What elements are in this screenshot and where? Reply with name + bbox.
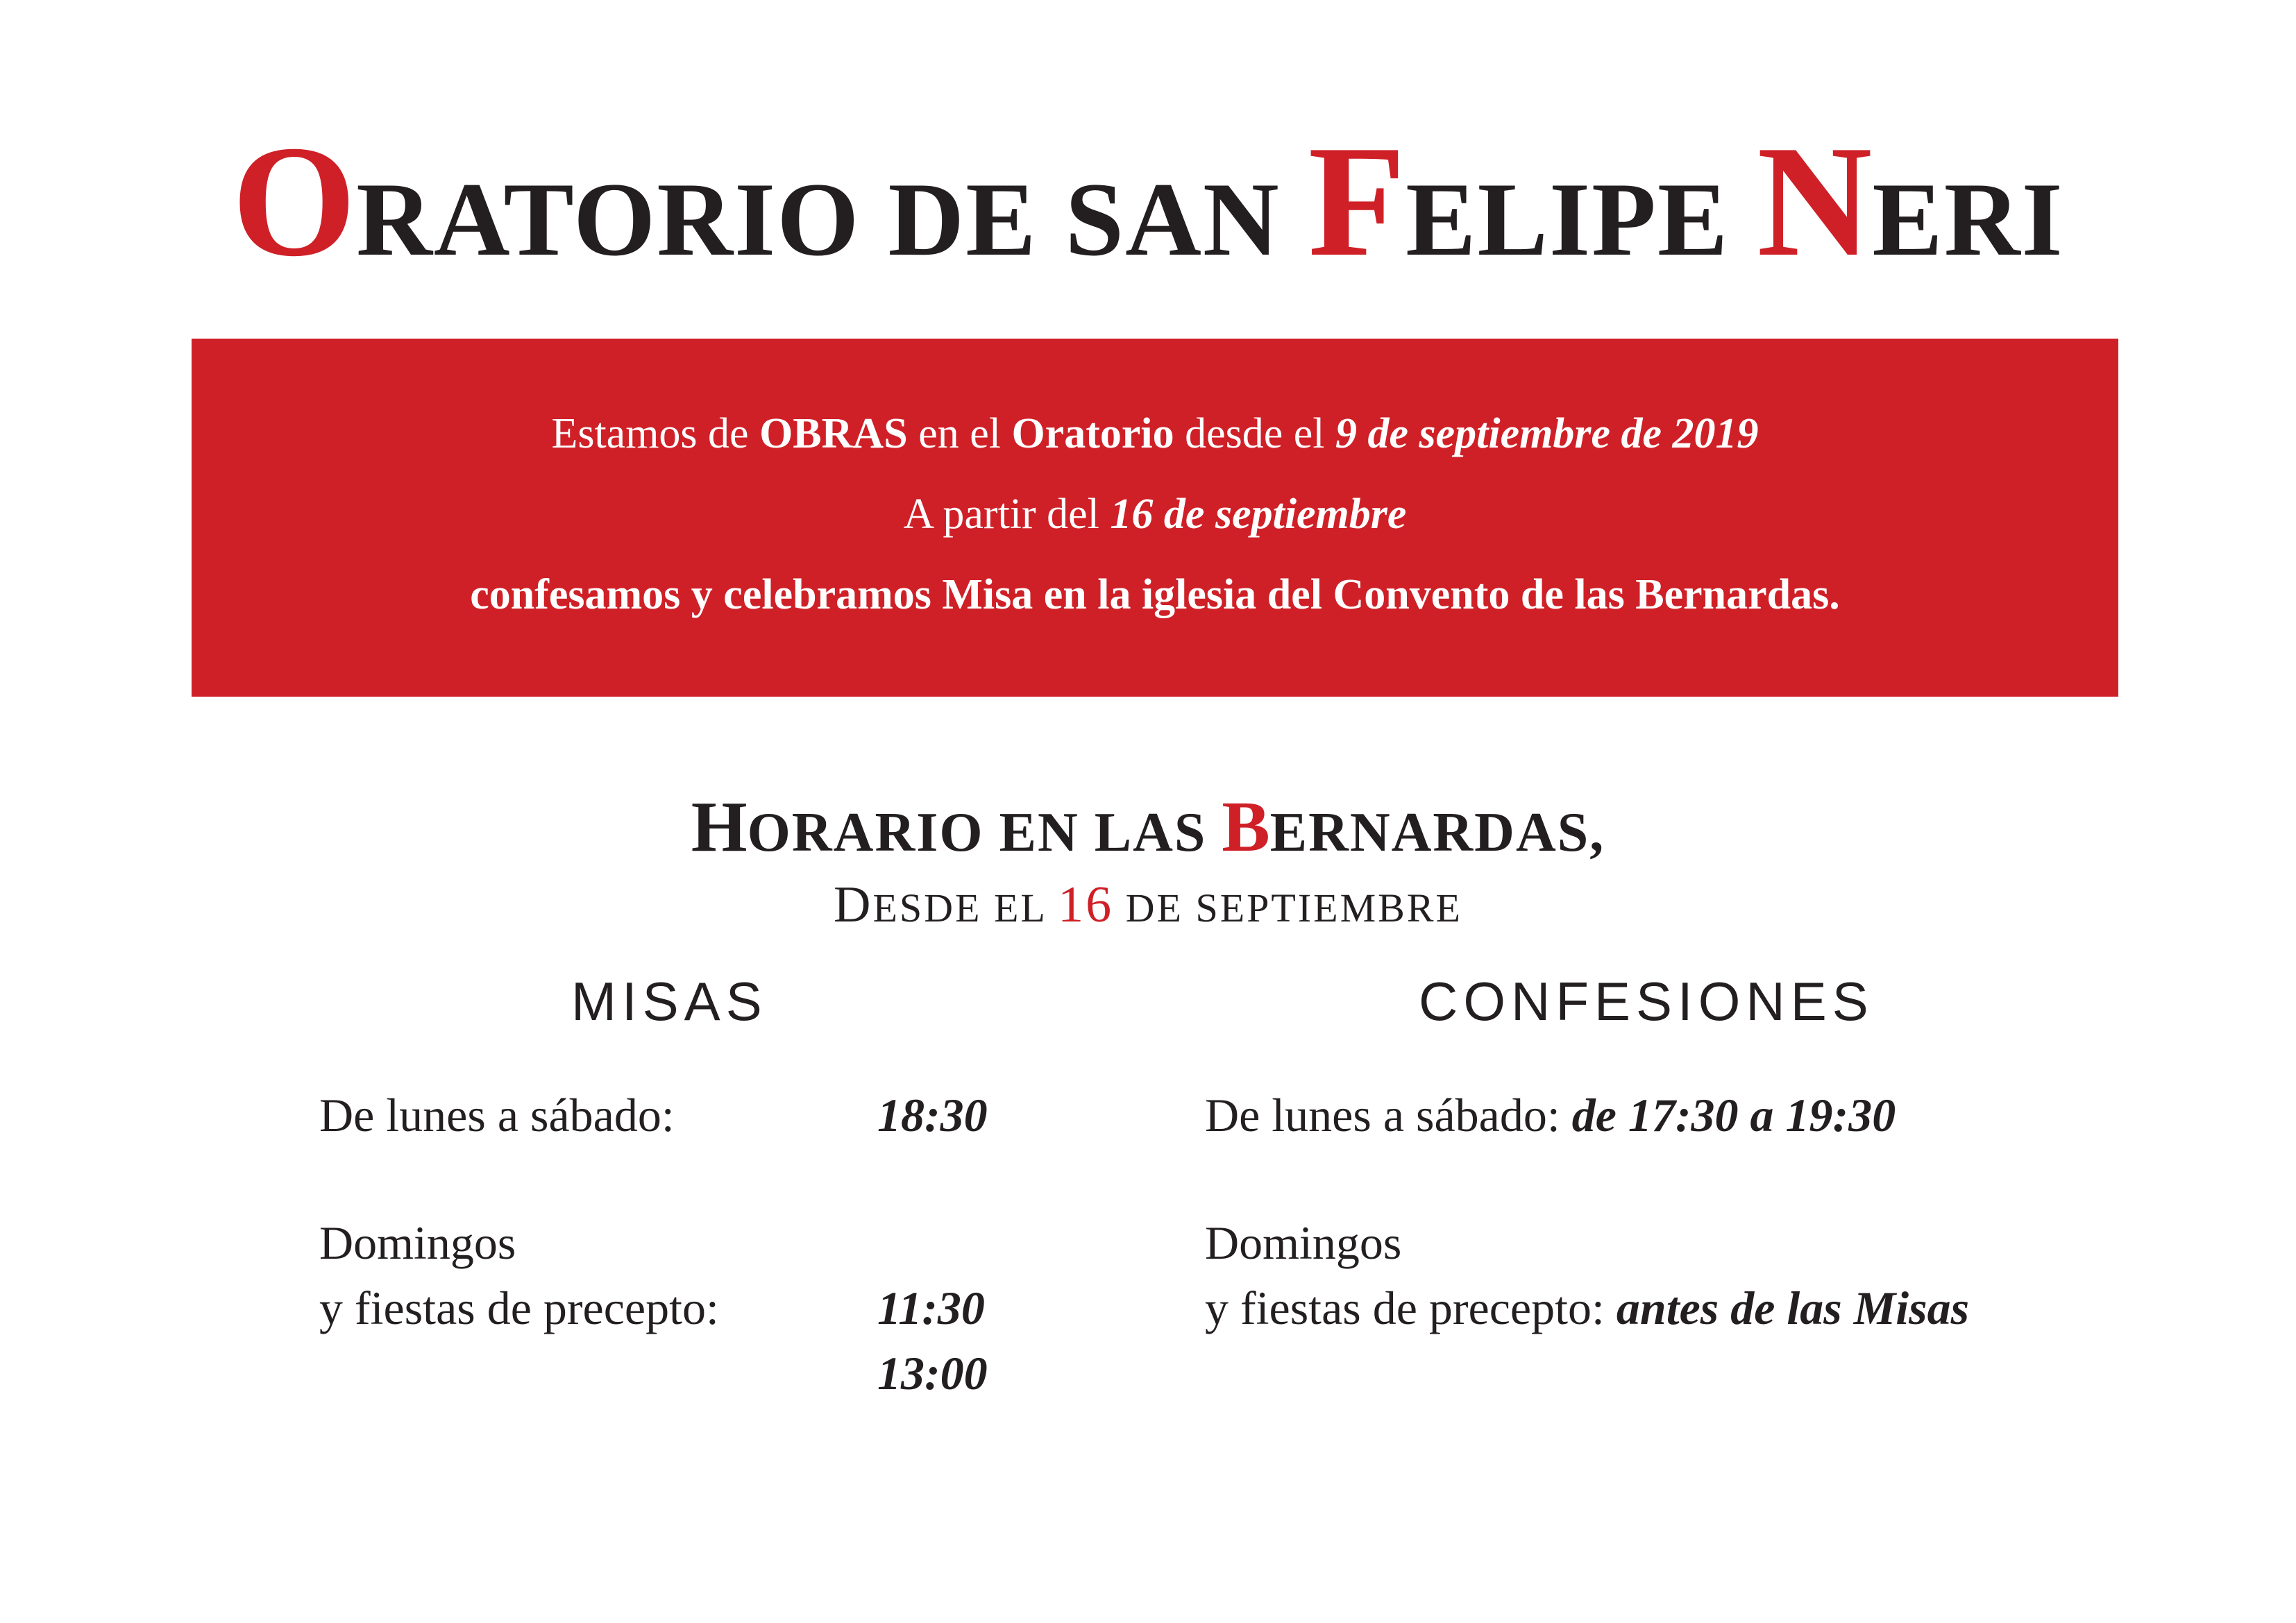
misas-sunday-label-1: Domingos bbox=[319, 1216, 516, 1269]
misas-sunday-label-2: y fiestas de precepto: bbox=[319, 1282, 719, 1334]
page-title bbox=[0, 112, 2296, 289]
schedule-subtitle: DESDE EL 16 DE SEPTIEMBRE bbox=[834, 876, 1462, 933]
confesiones-sunday-time: antes de las Misas bbox=[1616, 1282, 1970, 1334]
misas-sunday-time-2: 13:00 bbox=[877, 1347, 988, 1400]
title-word-neri: NERI bbox=[1757, 112, 2064, 289]
confesiones-sunday-label-1: Domingos bbox=[1205, 1216, 1402, 1269]
title-word-de: DE bbox=[888, 161, 1038, 278]
title-word-oratorio-rest: RATORIO bbox=[356, 161, 861, 278]
notice-line-3: confesamos y celebramos Misa en la iglesia del Convento de las Bernardas. bbox=[470, 571, 1840, 618]
title-initial-f: F bbox=[1308, 112, 1406, 289]
schedule-title-initial-b: B bbox=[1222, 787, 1270, 867]
confesiones-sunday: y fiestas de precepto: antes de las Misas bbox=[1205, 1282, 1970, 1334]
misas-weekday-time: 18:30 bbox=[877, 1089, 988, 1141]
title-word-oratorio bbox=[232, 112, 861, 289]
confesiones-heading: CONFESIONES bbox=[1419, 971, 1874, 1032]
title-initial-o: O bbox=[232, 112, 357, 289]
misas-sunday-time-1: 11:30 bbox=[877, 1282, 985, 1334]
notice-banner bbox=[192, 339, 2118, 697]
notice-line-1: Estamos de OBRAS en el Oratorio desde el 9 de septiembre de 2019 bbox=[551, 410, 1759, 457]
title-word-felipe: FELIPE bbox=[1308, 112, 1730, 289]
confesiones-weekday-time: de 17:30 a 19:30 bbox=[1571, 1089, 1896, 1141]
title-word-san: SAN bbox=[1065, 161, 1281, 278]
misas-heading: MISAS bbox=[571, 971, 768, 1032]
notice-line-2: A partir del 16 de septiembre bbox=[903, 491, 1407, 538]
confesiones-weekday: De lunes a sábado: de 17:30 a 19:30 bbox=[1205, 1089, 1896, 1141]
schedule-subtitle-day: 16 bbox=[1058, 876, 1114, 933]
title-initial-n: N bbox=[1757, 112, 1873, 289]
misas-weekday-label: De lunes a sábado: bbox=[319, 1089, 675, 1141]
schedule-title: HORARIO EN LAS BERNARDAS, bbox=[691, 787, 1605, 867]
